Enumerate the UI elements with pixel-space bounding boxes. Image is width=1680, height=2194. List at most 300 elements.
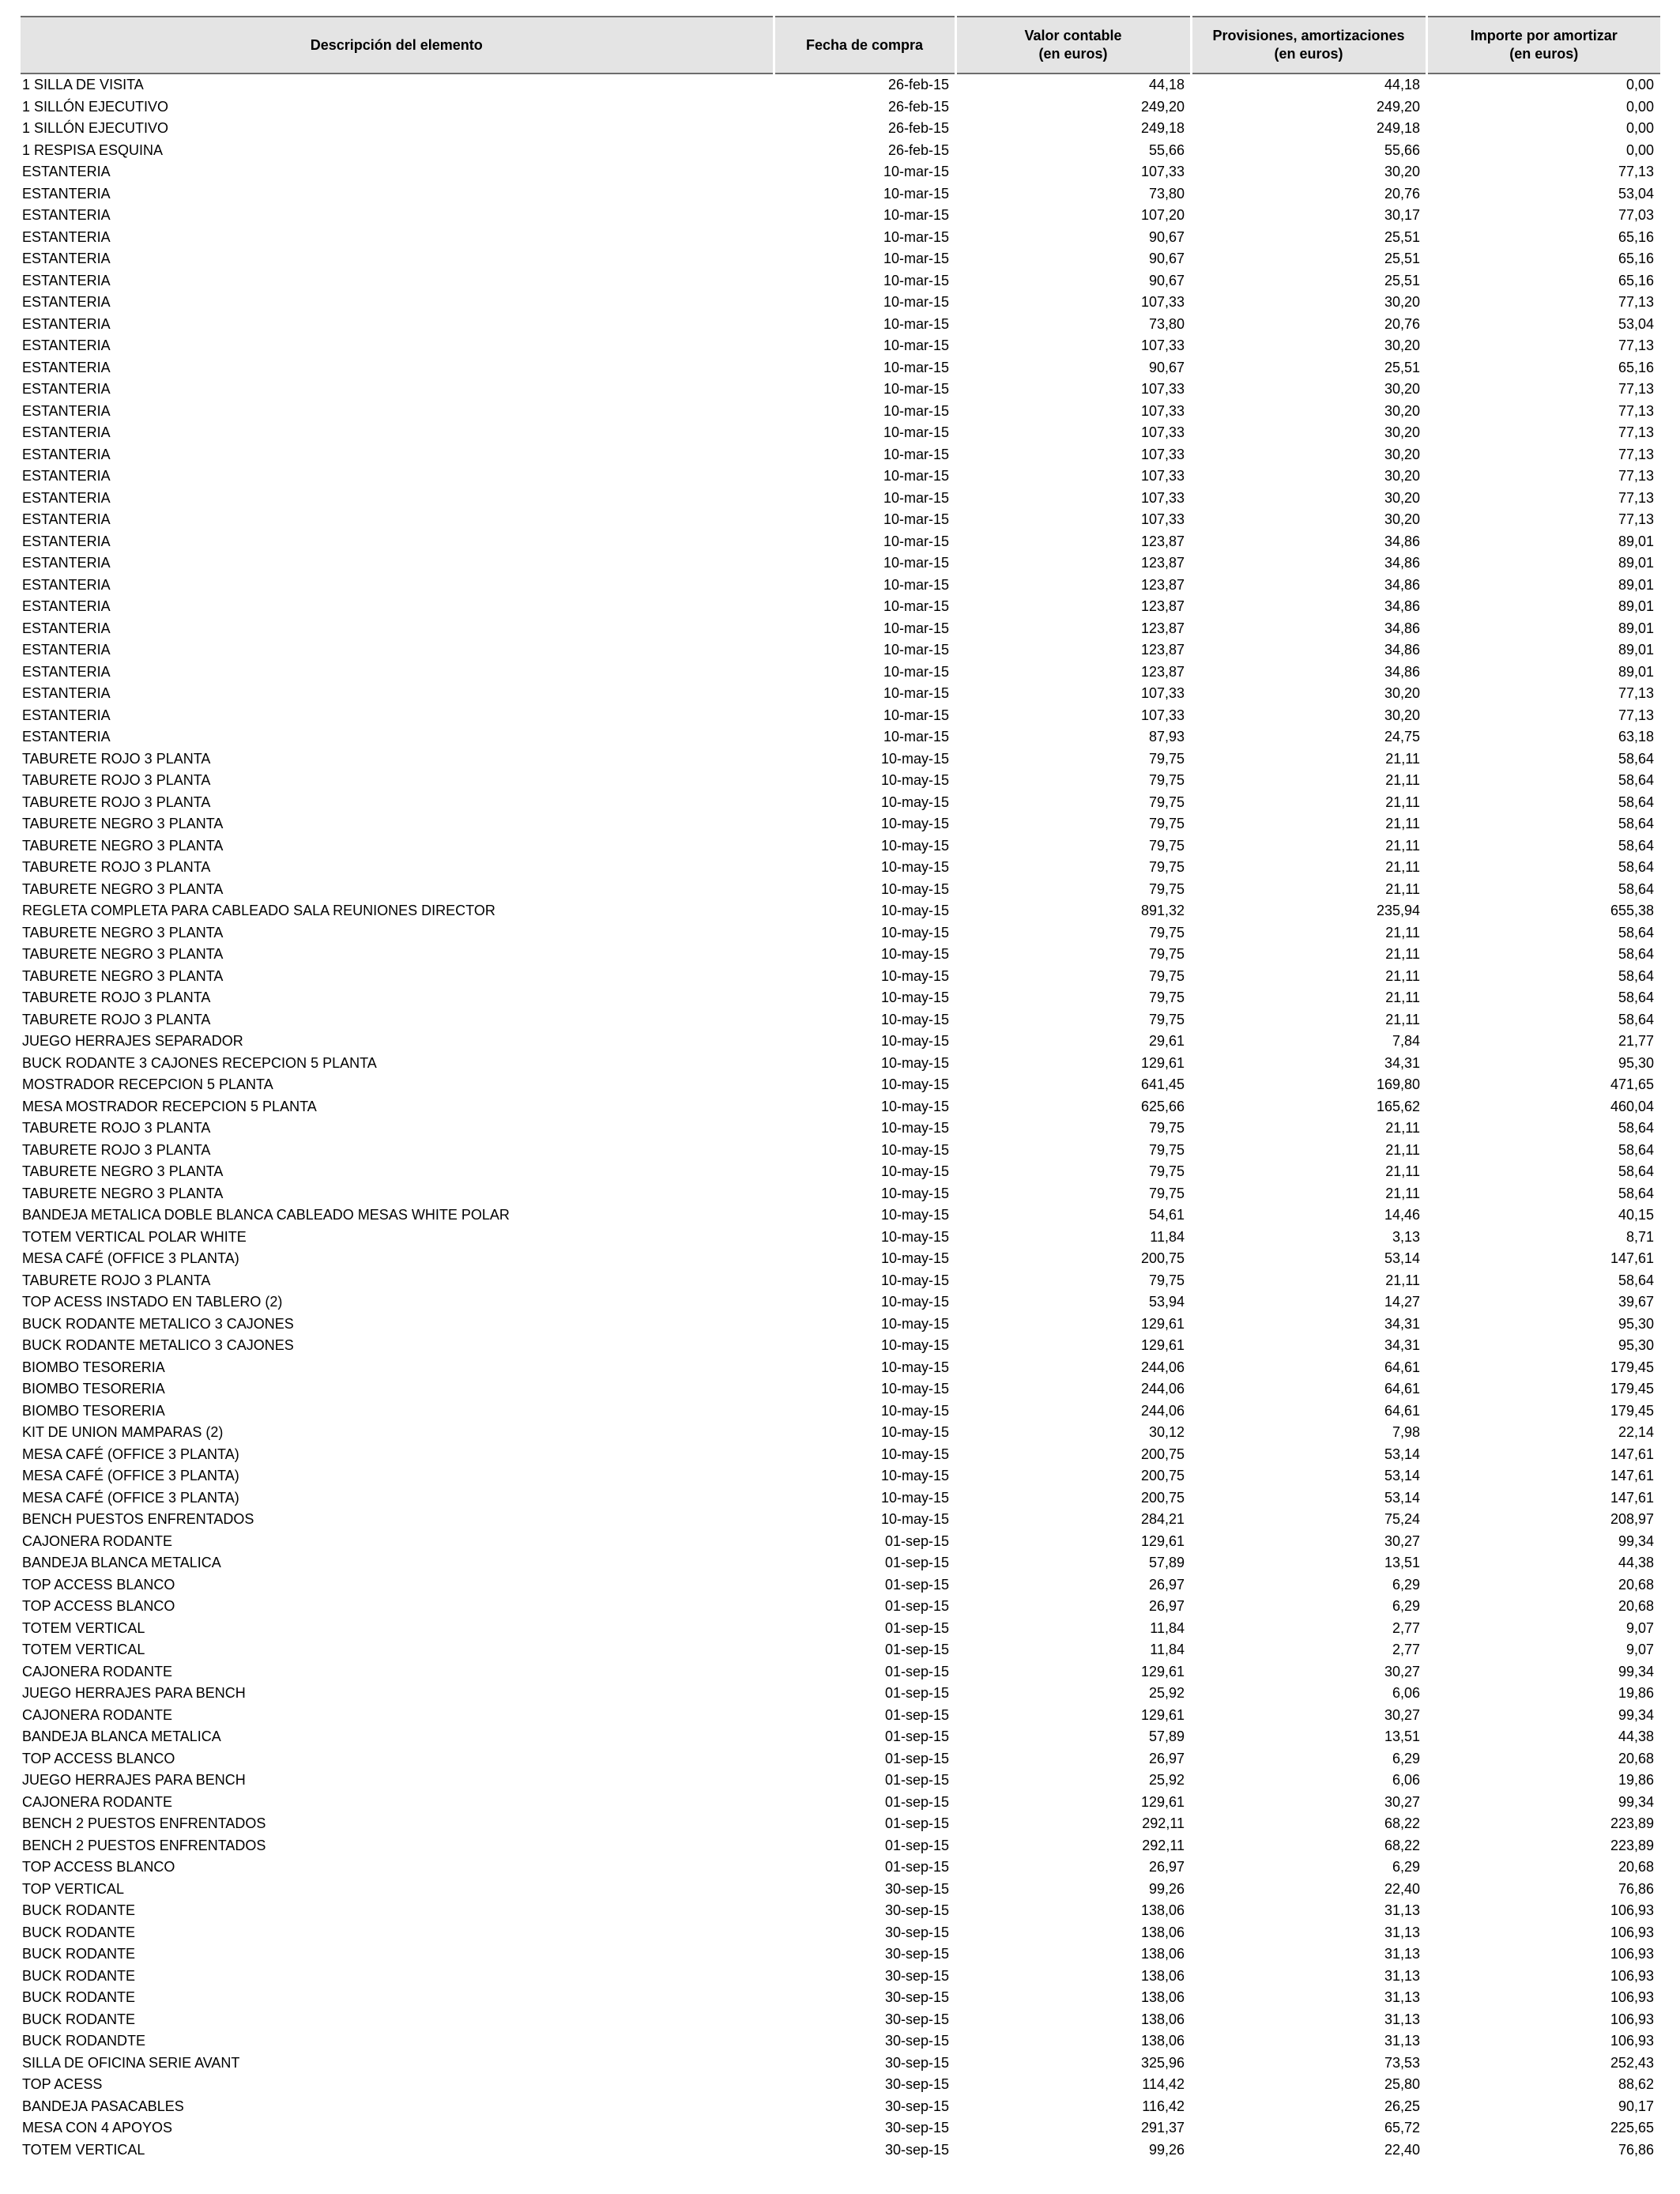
cell-description: TABURETE NEGRO 3 PLANTA: [22, 880, 224, 897]
table-row: [21, 1422, 1660, 1444]
asset-table-container: [21, 16, 1660, 2161]
table-row: [21, 944, 1660, 966]
cell-pending: 106,93: [1610, 1902, 1654, 1918]
table-row: [21, 1487, 1660, 1510]
cell-book-value: 114,42: [1142, 2076, 1185, 2092]
cell-pending: 88,62: [1618, 2076, 1654, 2092]
table-row: [21, 444, 1660, 466]
cell-book-value: 73,80: [1148, 315, 1185, 332]
cell-pending: 63,18: [1618, 729, 1654, 745]
table-row: [21, 879, 1660, 901]
cell-purchase-date: 30-sep-15: [884, 1902, 949, 1918]
cell-description: REGLETA COMPLETA PARA CABLEADO SALA REUNIONES DIRECTOR: [22, 903, 495, 918]
cell-book-value: 129,61: [1140, 1663, 1185, 1679]
cell-purchase-date: 10-mar-15: [883, 207, 949, 223]
table-row: [21, 1531, 1660, 1553]
cell-provisions: 14,46: [1384, 1207, 1420, 1223]
cell-pending: 223,89: [1610, 1815, 1654, 1831]
cell-pending: 89,01: [1618, 642, 1654, 658]
cell-description: ESTANTERIA: [22, 685, 111, 701]
table-header: [21, 17, 1660, 74]
cell-purchase-date: 26-feb-15: [887, 98, 949, 115]
table-row: [21, 1943, 1660, 1966]
table-row: [21, 314, 1660, 336]
cell-book-value: 44,18: [1148, 77, 1185, 92]
cell-description: TOTEM VERTICAL: [22, 1642, 145, 1657]
cell-book-value: 79,75: [1148, 750, 1185, 767]
cell-description: TOP VERTICAL: [22, 1880, 125, 1897]
cell-provisions: 6,29: [1392, 1576, 1420, 1593]
cell-pending: 89,01: [1618, 598, 1654, 614]
cell-provisions: 13,51: [1384, 1728, 1420, 1744]
table-row: [21, 227, 1660, 249]
cell-pending: 99,34: [1618, 1706, 1654, 1723]
cell-provisions: 30,20: [1384, 294, 1420, 310]
table-row: [21, 1987, 1660, 2009]
table-row: [21, 422, 1660, 444]
table-row: [21, 1074, 1660, 1096]
cell-provisions: 31,13: [1384, 1967, 1420, 1984]
table-row: [21, 552, 1660, 575]
cell-pending: 147,61: [1610, 1489, 1654, 1506]
cell-book-value: 25,92: [1148, 1772, 1185, 1788]
cell-pending: 147,61: [1610, 1468, 1654, 1483]
cell-book-value: 99,26: [1148, 2141, 1185, 2158]
cell-purchase-date: 10-mar-15: [883, 294, 949, 310]
cell-provisions: 249,18: [1376, 120, 1420, 136]
cell-description: BUCK RODANTE: [22, 1902, 136, 1918]
cell-purchase-date: 10-may-15: [880, 1076, 949, 1092]
table-row: [21, 1748, 1660, 1770]
cell-purchase-date: 10-may-15: [880, 772, 949, 788]
cell-provisions: 21,11: [1385, 859, 1420, 875]
table-row: [21, 1357, 1660, 1379]
cell-book-value: 107,33: [1140, 164, 1185, 179]
cell-pending: 223,89: [1610, 1837, 1654, 1853]
cell-purchase-date: 01-sep-15: [884, 1815, 949, 1831]
cell-purchase-date: 01-sep-15: [884, 1576, 949, 1593]
header-purchase-date: [774, 17, 955, 74]
cell-provisions: 21,11: [1385, 946, 1420, 962]
table-row: [21, 1792, 1660, 1814]
cell-book-value: 26,97: [1148, 1750, 1185, 1766]
cell-book-value: 79,75: [1148, 1163, 1185, 1179]
table-row: [21, 335, 1660, 357]
cell-pending: 65,16: [1618, 251, 1654, 266]
table-row: [21, 1574, 1660, 1596]
cell-book-value: 244,06: [1140, 1402, 1185, 1419]
cell-description: CAJONERA RODANTE: [22, 1706, 173, 1723]
cell-description: TABURETE NEGRO 3 PLANTA: [22, 967, 224, 984]
cell-pending: 95,30: [1618, 1054, 1654, 1071]
cell-description: TOP ACESS INSTADO EN TABLERO (2): [22, 1294, 283, 1310]
cell-book-value: 244,06: [1140, 1381, 1185, 1397]
cell-description: 1 SILLÓN EJECUTIVO: [22, 120, 169, 136]
cell-description: ESTANTERIA: [22, 337, 111, 353]
table-row: [21, 770, 1660, 792]
cell-pending: 22,14: [1618, 1424, 1654, 1440]
cell-purchase-date: 10-may-15: [880, 1381, 949, 1397]
table-row: [21, 1378, 1660, 1400]
cell-description: TABURETE ROJO 3 PLANTA: [22, 1120, 211, 1136]
cell-purchase-date: 30-sep-15: [884, 2141, 949, 2158]
cell-provisions: 34,86: [1384, 576, 1420, 593]
cell-description: BIOMBO TESORERIA: [22, 1402, 165, 1419]
table-row: [21, 1552, 1660, 1574]
table-row: [21, 1183, 1660, 1205]
cell-purchase-date: 10-mar-15: [883, 576, 949, 593]
header-purchase-date-label: Fecha de compra: [805, 36, 924, 53]
cell-description: TABURETE ROJO 3 PLANTA: [22, 1141, 211, 1158]
cell-description: TOTEM VERTICAL: [22, 1619, 145, 1636]
cell-provisions: 34,86: [1384, 663, 1420, 680]
cell-book-value: 123,87: [1140, 663, 1185, 680]
cell-pending: 95,30: [1618, 1315, 1654, 1332]
cell-description: BUCK RODANTE METALICO 3 CAJONES: [22, 1337, 294, 1353]
cell-book-value: 26,97: [1148, 1859, 1185, 1875]
cell-provisions: 25,51: [1384, 228, 1420, 245]
cell-provisions: 30,20: [1384, 337, 1420, 353]
cell-provisions: 34,31: [1384, 1337, 1420, 1353]
cell-pending: 208,97: [1610, 1511, 1654, 1527]
cell-description: BUCK RODANTE: [22, 2011, 136, 2027]
cell-description: ESTANTERIA: [22, 272, 111, 288]
cell-book-value: 123,87: [1140, 576, 1185, 593]
cell-description: MESA CAFÉ (OFFICE 3 PLANTA): [22, 1446, 239, 1462]
table-body: [21, 74, 1660, 2161]
cell-provisions: 6,29: [1392, 1859, 1420, 1875]
cell-book-value: 107,33: [1140, 511, 1185, 527]
cell-description: ESTANTERIA: [22, 228, 111, 245]
table-row: [21, 2096, 1660, 2118]
cell-pending: 53,04: [1618, 185, 1654, 202]
table-row: [21, 1270, 1660, 1292]
cell-description: TABURETE NEGRO 3 PLANTA: [22, 924, 224, 941]
cell-provisions: 21,11: [1385, 1185, 1420, 1201]
cell-pending: 76,86: [1618, 2141, 1654, 2158]
cell-description: BANDEJA PASACABLES: [22, 2098, 184, 2114]
cell-purchase-date: 10-may-15: [880, 967, 949, 984]
header-pending: [1426, 17, 1660, 74]
table-row: [21, 1770, 1660, 1792]
cell-book-value: 107,33: [1140, 446, 1185, 462]
table-row: [21, 662, 1660, 684]
cell-book-value: 79,75: [1148, 880, 1185, 897]
table-row: [21, 1879, 1660, 1901]
cell-description: ESTANTERIA: [22, 164, 111, 179]
cell-book-value: 26,97: [1148, 1576, 1185, 1593]
cell-pending: 58,64: [1618, 1163, 1654, 1179]
cell-book-value: 11,84: [1150, 1619, 1185, 1636]
cell-pending: 58,64: [1618, 967, 1654, 984]
table-row: [21, 270, 1660, 292]
cell-pending: 9,07: [1625, 1619, 1654, 1636]
cell-provisions: 30,20: [1384, 489, 1420, 506]
cell-book-value: 292,11: [1142, 1815, 1185, 1831]
cell-pending: 19,86: [1618, 1772, 1654, 1788]
cell-description: TABURETE ROJO 3 PLANTA: [22, 750, 211, 767]
cell-book-value: 73,80: [1148, 185, 1185, 202]
header-book-value-label: Valor contable: [1024, 28, 1122, 43]
cell-purchase-date: 26-feb-15: [887, 120, 949, 136]
cell-pending: 58,64: [1618, 794, 1654, 810]
cell-book-value: 79,75: [1148, 794, 1185, 810]
cell-provisions: 30,20: [1384, 511, 1420, 527]
cell-book-value: 249,20: [1140, 98, 1185, 115]
cell-provisions: 30,20: [1384, 424, 1420, 440]
cell-purchase-date: 30-sep-15: [884, 2120, 949, 2136]
cell-pending: 655,38: [1610, 903, 1654, 918]
cell-purchase-date: 10-may-15: [880, 1054, 949, 1071]
cell-purchase-date: 01-sep-15: [884, 1837, 949, 1853]
table-row: [21, 705, 1660, 727]
table-row: [21, 1248, 1660, 1270]
cell-description: TABURETE ROJO 3 PLANTA: [22, 772, 211, 788]
cell-purchase-date: 10-may-15: [880, 1402, 949, 1419]
cell-description: BUCK RODANTE: [22, 1924, 136, 1940]
cell-provisions: 30,20: [1384, 468, 1420, 484]
cell-purchase-date: 10-may-15: [880, 1468, 949, 1483]
cell-provisions: 14,27: [1384, 1294, 1420, 1310]
table-row: [21, 1204, 1660, 1227]
table-row: [21, 1639, 1660, 1661]
cell-pending: 77,13: [1618, 402, 1654, 419]
cell-description: BUCK RODANTE METALICO 3 CAJONES: [22, 1315, 294, 1332]
table-row: [21, 575, 1660, 597]
cell-description: ESTANTERIA: [22, 729, 111, 745]
cell-provisions: 21,11: [1385, 1272, 1420, 1288]
cell-book-value: 138,06: [1140, 2011, 1185, 2027]
cell-provisions: 31,13: [1384, 1902, 1420, 1918]
cell-provisions: 64,61: [1384, 1402, 1420, 1419]
cell-pending: 58,64: [1618, 1120, 1654, 1136]
cell-pending: 147,61: [1610, 1250, 1654, 1266]
cell-provisions: 53,14: [1384, 1250, 1420, 1266]
cell-pending: 0,00: [1625, 141, 1654, 158]
cell-purchase-date: 01-sep-15: [884, 1772, 949, 1788]
cell-pending: 106,93: [1610, 1924, 1654, 1940]
cell-pending: 44,38: [1618, 1555, 1654, 1570]
table-row: [21, 1857, 1660, 1879]
cell-book-value: 641,45: [1140, 1076, 1185, 1092]
cell-purchase-date: 10-may-15: [880, 880, 949, 897]
cell-purchase-date: 10-may-15: [880, 946, 949, 962]
cell-provisions: 30,27: [1384, 1706, 1420, 1723]
cell-provisions: 25,51: [1384, 272, 1420, 288]
cell-purchase-date: 10-mar-15: [883, 511, 949, 527]
cell-pending: 77,13: [1618, 164, 1654, 179]
cell-purchase-date: 01-sep-15: [884, 1598, 949, 1614]
cell-purchase-date: 10-may-15: [880, 903, 949, 918]
cell-book-value: 292,11: [1142, 1837, 1185, 1853]
cell-purchase-date: 10-may-15: [880, 1185, 949, 1201]
cell-description: JUEGO HERRAJES PARA BENCH: [22, 1772, 246, 1788]
table-row: [21, 357, 1660, 379]
table-row: [21, 1922, 1660, 1944]
cell-provisions: 53,14: [1384, 1468, 1420, 1483]
cell-pending: 58,64: [1618, 990, 1654, 1005]
cell-pending: 460,04: [1610, 1098, 1654, 1114]
cell-provisions: 30,20: [1384, 707, 1420, 723]
cell-purchase-date: 10-mar-15: [883, 315, 949, 332]
cell-purchase-date: 10-mar-15: [883, 424, 949, 440]
cell-provisions: 34,86: [1384, 533, 1420, 549]
cell-book-value: 129,61: [1140, 1532, 1185, 1549]
cell-provisions: 44,18: [1384, 77, 1420, 92]
cell-description: TABURETE NEGRO 3 PLANTA: [22, 946, 224, 962]
cell-pending: 0,00: [1625, 98, 1654, 115]
cell-book-value: 90,67: [1148, 272, 1185, 288]
cell-purchase-date: 10-may-15: [880, 1120, 949, 1136]
cell-book-value: 138,06: [1140, 1989, 1185, 2005]
cell-pending: 89,01: [1618, 576, 1654, 593]
cell-pending: 20,68: [1618, 1750, 1654, 1766]
cell-purchase-date: 10-may-15: [880, 1359, 949, 1375]
cell-pending: 89,01: [1618, 620, 1654, 636]
cell-description: BIOMBO TESORERIA: [22, 1359, 165, 1375]
cell-provisions: 34,86: [1384, 620, 1420, 636]
cell-book-value: 107,33: [1140, 707, 1185, 723]
table-row: [21, 1509, 1660, 1531]
cell-book-value: 284,21: [1140, 1511, 1185, 1527]
table-row: [21, 1618, 1660, 1640]
cell-provisions: 34,86: [1384, 598, 1420, 614]
cell-purchase-date: 10-mar-15: [883, 533, 949, 549]
cell-book-value: 54,61: [1148, 1207, 1185, 1223]
cell-purchase-date: 10-may-15: [880, 1228, 949, 1245]
cell-description: TABURETE NEGRO 3 PLANTA: [22, 837, 224, 854]
cell-description: MESA CAFÉ (OFFICE 3 PLANTA): [22, 1489, 239, 1506]
cell-description: TABURETE ROJO 3 PLANTA: [22, 794, 211, 810]
cell-purchase-date: 10-may-15: [880, 859, 949, 875]
table-row: [21, 1400, 1660, 1423]
cell-description: MESA CAFÉ (OFFICE 3 PLANTA): [22, 1250, 239, 1266]
cell-pending: 77,13: [1618, 337, 1654, 353]
cell-description: TOTEM VERTICAL POLAR WHITE: [22, 1228, 247, 1245]
cell-book-value: 138,06: [1140, 1967, 1185, 1984]
cell-provisions: 6,06: [1392, 1685, 1420, 1701]
cell-description: ESTANTERIA: [22, 663, 111, 680]
cell-book-value: 79,75: [1148, 1141, 1185, 1158]
cell-description: CAJONERA RODANTE: [22, 1663, 173, 1679]
table-row: [21, 639, 1660, 662]
header-provisions: [1191, 17, 1426, 74]
table-row: [21, 509, 1660, 531]
cell-description: ESTANTERIA: [22, 511, 111, 527]
cell-provisions: 7,84: [1392, 1033, 1420, 1049]
cell-provisions: 2,77: [1392, 1619, 1420, 1636]
table-row: [21, 1444, 1660, 1466]
cell-purchase-date: 10-may-15: [880, 1272, 949, 1288]
cell-description: TOP ACCESS BLANCO: [22, 1750, 175, 1766]
table-row: [21, 292, 1660, 314]
table-row: [21, 966, 1660, 988]
cell-book-value: 99,26: [1148, 1880, 1185, 1897]
cell-description: ESTANTERIA: [22, 294, 111, 310]
table-row: [21, 1314, 1660, 1336]
table-row: [21, 205, 1660, 227]
cell-pending: 20,68: [1618, 1576, 1654, 1593]
cell-purchase-date: 10-may-15: [880, 924, 949, 941]
table-row: [21, 161, 1660, 183]
cell-description: BENCH PUESTOS ENFRENTADOS: [22, 1511, 254, 1527]
cell-pending: 89,01: [1618, 555, 1654, 571]
table-row: [21, 1031, 1660, 1053]
cell-pending: 58,64: [1618, 772, 1654, 788]
cell-pending: 77,13: [1618, 381, 1654, 397]
cell-book-value: 129,61: [1140, 1315, 1185, 1332]
cell-pending: 77,13: [1618, 685, 1654, 701]
cell-purchase-date: 26-feb-15: [887, 141, 949, 158]
cell-purchase-date: 01-sep-15: [884, 1619, 949, 1636]
cell-description: BUCK RODANTE: [22, 1967, 136, 1984]
cell-description: TABURETE NEGRO 3 PLANTA: [22, 1185, 224, 1201]
asset-table: [21, 16, 1660, 2161]
cell-provisions: 21,11: [1385, 1141, 1420, 1158]
cell-description: MESA CAFÉ (OFFICE 3 PLANTA): [22, 1468, 239, 1483]
cell-pending: 106,93: [1610, 1946, 1654, 1962]
cell-purchase-date: 26-feb-15: [887, 77, 949, 92]
cell-pending: 76,86: [1618, 1880, 1654, 1897]
table-row: [21, 922, 1660, 944]
cell-description: CAJONERA RODANTE: [22, 1532, 173, 1549]
cell-purchase-date: 01-sep-15: [884, 1750, 949, 1766]
cell-description: BUCK RODANTE 3 CAJONES RECEPCION 5 PLANTA: [22, 1054, 377, 1071]
table-row: [21, 74, 1660, 96]
table-row: [21, 835, 1660, 858]
cell-book-value: 79,75: [1148, 772, 1185, 788]
cell-description: TOTEM VERTICAL: [22, 2141, 145, 2158]
table-row: [21, 1161, 1660, 1183]
cell-pending: 21,77: [1618, 1033, 1654, 1049]
cell-pending: 95,30: [1618, 1337, 1654, 1353]
cell-pending: 20,68: [1618, 1598, 1654, 1614]
cell-purchase-date: 10-may-15: [880, 1033, 949, 1049]
header-book-value: [955, 17, 1191, 74]
cell-description: JUEGO HERRAJES PARA BENCH: [22, 1685, 246, 1701]
cell-book-value: 53,94: [1148, 1294, 1185, 1310]
table-row: [21, 2139, 1660, 2162]
cell-purchase-date: 10-may-15: [880, 1250, 949, 1266]
cell-description: ESTANTERIA: [22, 185, 111, 202]
cell-book-value: 79,75: [1148, 924, 1185, 941]
cell-pending: 8,71: [1625, 1228, 1654, 1245]
cell-purchase-date: 10-may-15: [880, 1098, 949, 1114]
cell-purchase-date: 10-mar-15: [883, 402, 949, 419]
cell-description: KIT DE UNION MAMPARAS (2): [22, 1424, 224, 1440]
cell-book-value: 123,87: [1140, 533, 1185, 549]
cell-provisions: 30,27: [1384, 1793, 1420, 1810]
cell-description: TABURETE ROJO 3 PLANTA: [22, 990, 211, 1005]
cell-purchase-date: 10-may-15: [880, 750, 949, 767]
cell-provisions: 20,76: [1384, 315, 1420, 332]
cell-description: ESTANTERIA: [22, 207, 111, 223]
table-row: [21, 401, 1660, 423]
cell-provisions: 53,14: [1384, 1489, 1420, 1506]
cell-description: TABURETE ROJO 3 PLANTA: [22, 859, 211, 875]
cell-pending: 99,34: [1618, 1663, 1654, 1679]
cell-book-value: 87,93: [1148, 729, 1185, 745]
header-book-value-unit: (en euros): [1038, 46, 1108, 62]
cell-pending: 58,64: [1618, 1011, 1654, 1027]
cell-description: TABURETE NEGRO 3 PLANTA: [22, 1163, 224, 1179]
cell-provisions: 34,31: [1384, 1054, 1420, 1071]
cell-book-value: 123,87: [1140, 598, 1185, 614]
cell-provisions: 53,14: [1384, 1446, 1420, 1462]
cell-provisions: 55,66: [1384, 141, 1420, 158]
cell-provisions: 25,51: [1384, 251, 1420, 266]
cell-purchase-date: 10-mar-15: [883, 555, 949, 571]
